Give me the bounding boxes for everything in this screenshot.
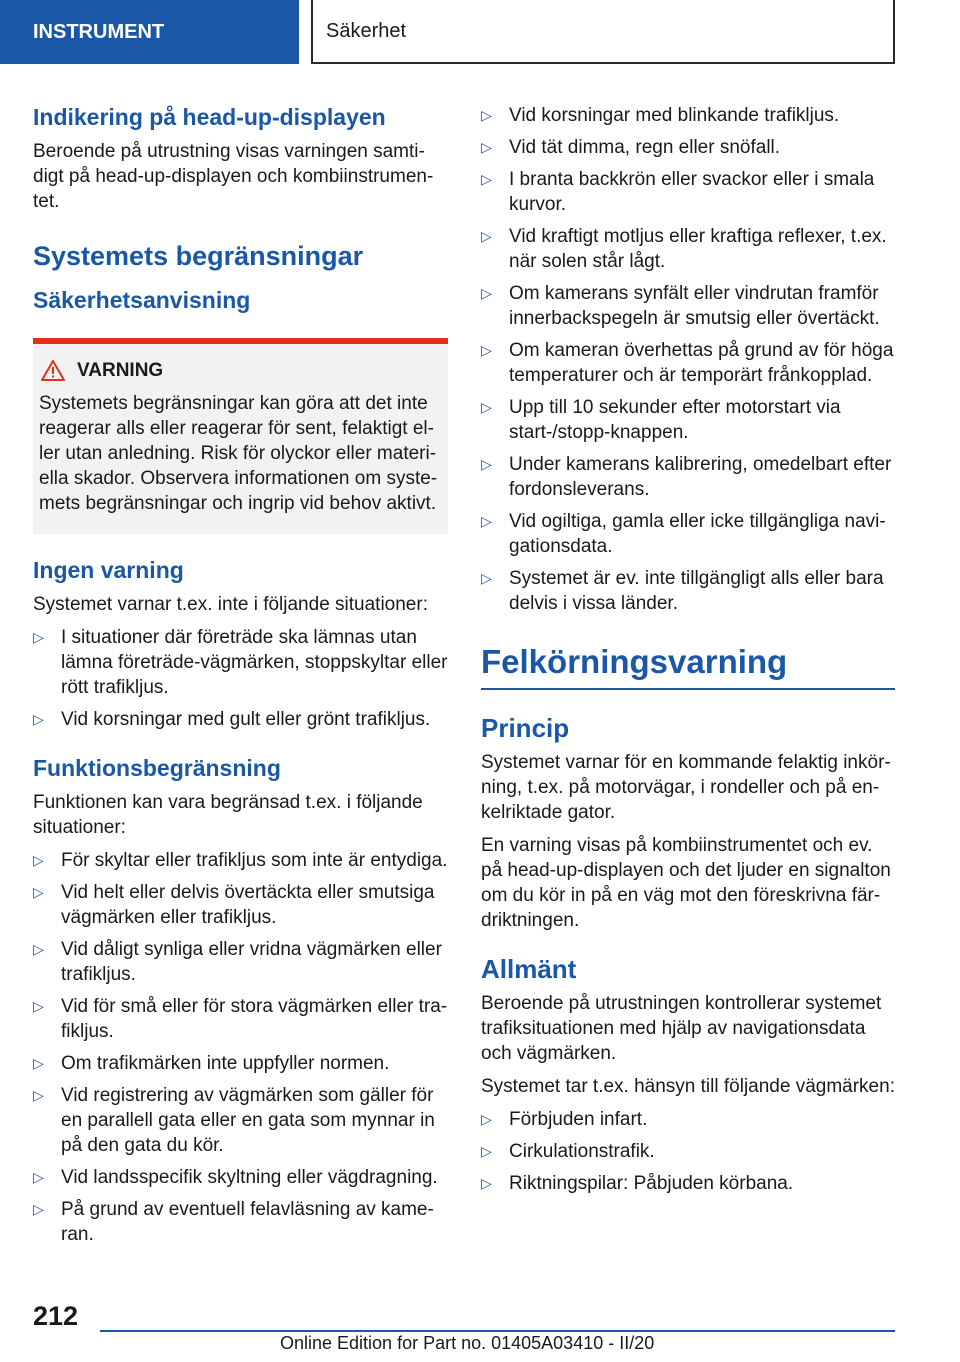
list-item: ▷ Vid för små eller för stora vägmärken eller trafikljus. — [33, 994, 448, 1044]
paragraph-hud: Beroende på utrustning visas varningen samtidigt på head-up-displayen och kombiinstrumentet. — [33, 141, 434, 212]
right-column — [481, 103, 895, 1204]
warning-box — [33, 338, 448, 534]
chapter-title-box — [311, 0, 895, 64]
list-item: ▷ På grund av eventuell felavläsning av kameran. — [33, 1197, 448, 1247]
warning-title-row — [39, 358, 442, 383]
list-item: ▷ Förbjuden infart. — [481, 1107, 895, 1132]
heading-general: Allmänt — [481, 954, 577, 984]
no-warning-list — [33, 625, 448, 732]
page-number: 212 — [33, 1301, 79, 1331]
list-item: ▷ Cirkulationstrafik. — [481, 1139, 895, 1164]
list-item: ▷ Vid kraftigt motljus eller kraftiga reflexer, t.ex. när solen står lågt. — [481, 224, 895, 274]
warning-triangle-icon — [41, 360, 65, 381]
list-item: ▷ Upp till 10 sekunder efter motorstart via start-/stopp-knappen. — [481, 395, 895, 445]
heading-function-limit: Funktionsbegränsning — [33, 755, 281, 781]
list-item: ▷ Under kamerans kalibrering, omedelbart efter fordonsleverans. — [481, 452, 895, 502]
list-item: ▷ Vid tät dimma, regn eller snöfall. — [481, 135, 895, 160]
warning-text: Systemets begränsningar kan göra att det inte reagerar alls eller reagerar för sent, felaktigt eller utan anledning. Risk för olyckor eller materiella skador. Observera informationen om systemets begränsningar och ingrip vid behov aktivt. — [39, 393, 438, 514]
section-tab — [0, 0, 299, 64]
footer-edition: Online Edition for Part no. 01405A03410 - II/20 — [280, 1333, 655, 1353]
paragraph-function-limit: Funktionen kan vara begränsad t.ex. i följande situationer: — [33, 792, 423, 838]
list-item: ▷ Om trafikmärken inte uppfyller normen. — [33, 1051, 448, 1076]
warning-title: VARNING — [77, 360, 164, 381]
paragraph-general-2: Systemet tar t.ex. hänsyn till följande vägmärken: — [481, 1076, 895, 1097]
list-item: ▷ Vid ogiltiga, gamla eller icke tillgängliga navigationsdata. — [481, 509, 895, 559]
heading-no-warning: Ingen varning — [33, 557, 184, 583]
footer-rule — [100, 1330, 895, 1332]
list-item: ▷ Vid korsningar med gult eller grönt trafikljus. — [33, 707, 448, 732]
list-item: ▷ Vid korsningar med blinkande trafikljus. — [481, 103, 895, 128]
heading-limits: Systemets begränsningar — [33, 241, 364, 271]
general-list — [481, 1107, 895, 1196]
section-label: INSTRUMENT — [33, 20, 165, 43]
paragraph-no-warning: Systemet varnar t.ex. inte i följande situationer: — [33, 594, 428, 615]
list-item: ▷ Vid landsspecifik skyltning eller vägdragning. — [33, 1165, 448, 1190]
function-limit-list — [33, 848, 448, 1247]
list-item: ▷ Vid helt eller delvis övertäckta eller smutsiga vägmärken eller trafikljus. — [33, 880, 448, 930]
left-column — [33, 103, 448, 1255]
list-item: ▷ I branta backkrön eller svackor eller i smala kurvor. — [481, 167, 895, 217]
paragraph-principle-2: En varning visas på kombiinstrumentet och ev. på head-up-displayen och det ljuder en signalton om du kör in på en väg mot den föreskrivna färdriktningen. — [481, 835, 891, 931]
list-item: ▷ Om kameran överhettas på grund av för höga temperaturer och är temporärt frånkopplad. — [481, 338, 895, 388]
list-item: ▷ Vid registrering av vägmärken som gäller för en parallell gata eller en gata som mynnar in på den gata du kör. — [33, 1083, 448, 1158]
list-item: ▷ I situationer där företräde ska lämnas utan lämna företräde-vägmärken, stoppskyltar eller rött trafikljus. — [33, 625, 448, 700]
list-item: ▷ Systemet är ev. inte tillgängligt alls eller bara delvis i vissa länder. — [481, 566, 895, 616]
function-limit-list-continued — [481, 103, 895, 616]
chapter-title: Säkerhet — [326, 19, 407, 42]
paragraph-general-1: Beroende på utrustningen kontrollerar systemet trafiksituationen med hjälp av navigationsdata och vägmärken. — [481, 993, 882, 1064]
heading-safety: Säkerhetsanvisning — [33, 287, 251, 313]
heading-principle: Princip — [481, 713, 570, 743]
list-item: ▷ Om kamerans synfält eller vindrutan framför innerbackspegeln är smutsig eller övertäckt. — [481, 281, 895, 331]
heading-hud: Indikering på head-up-displayen — [33, 104, 386, 130]
list-item: ▷ Riktningspilar: Påbjuden körbana. — [481, 1171, 895, 1196]
heading-wrong-way: Felkörningsvarning — [481, 642, 895, 690]
paragraph-principle-1: Systemet varnar för en kommande felaktig inkörning, t.ex. på motorvägar, i rondeller och på enkelriktade gator. — [481, 752, 891, 823]
list-item: ▷ För skyltar eller trafikljus som inte är entydiga. — [33, 848, 448, 873]
list-item: ▷ Vid dåligt synliga eller vridna vägmärken eller trafikljus. — [33, 937, 448, 987]
